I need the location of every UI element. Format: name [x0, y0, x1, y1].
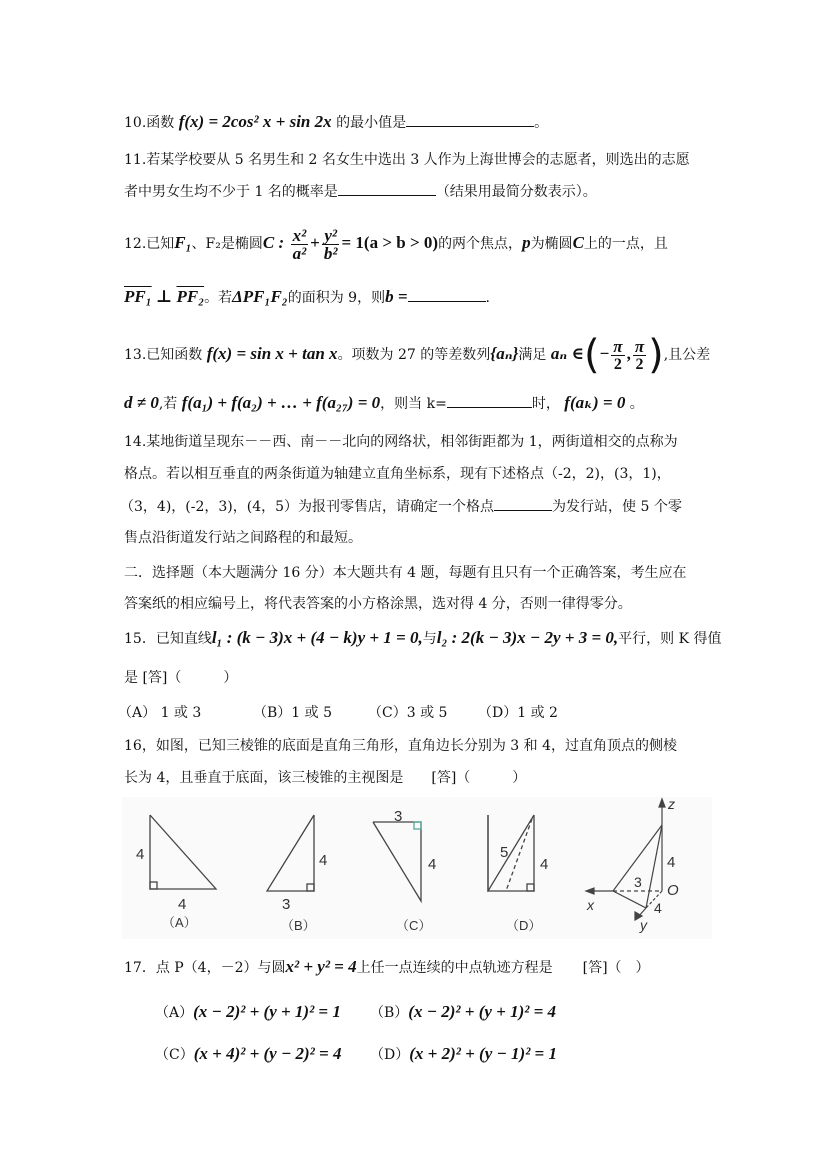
q17-options-row2 — [155, 1044, 557, 1065]
section2-line2: 答案纸的相应编号上，将代表答案的小方格涂黑，选对得 4 分，否则一律得零分。 — [124, 596, 632, 612]
q15-l1: l₁ : (k − 3)x + (4 − k)y + 1 = 0, — [211, 628, 423, 647]
q12-c2: C — [572, 233, 584, 252]
q16-line2: 长为 4，且垂直于底面，该三棱锥的主视图是 [答]（ ） — [124, 770, 527, 786]
minus: − — [599, 344, 610, 363]
q15-prefix: 15．已知直线 — [124, 631, 212, 647]
q11-answer-blank[interactable] — [338, 181, 436, 196]
q13-an-in: aₙ ∈ — [550, 344, 584, 363]
q15-options — [118, 703, 558, 723]
figure-a-left-label: 4 — [136, 846, 145, 863]
q13-when: ，则当 k= — [380, 396, 447, 412]
figure-d-caption: （D） — [506, 918, 542, 933]
z-axis-label: z — [668, 797, 675, 812]
q12-c: C : — [262, 233, 285, 252]
right-paren: ) — [648, 332, 664, 378]
q13-mid: 。项数为 27 的等差数列 — [337, 347, 491, 363]
q15-option-a[interactable] — [118, 703, 253, 723]
q17-option-d[interactable] — [370, 1044, 557, 1065]
perp: ⊥ — [151, 287, 177, 306]
q13-ruo: ,若 — [158, 396, 178, 412]
q12-answer-blank[interactable] — [408, 287, 486, 302]
q11-suffix: （结果用最简分数表示）。 — [435, 184, 597, 200]
frac-num: y² — [324, 225, 337, 245]
q17-line1 — [124, 957, 650, 978]
q12-frac-x — [291, 227, 309, 262]
y-axis-label: y — [640, 917, 647, 933]
q12-prefix: 12.已知 — [124, 236, 175, 252]
question-10 — [124, 112, 548, 133]
q12-mid: 的两个焦点， — [438, 236, 523, 252]
figure-a-bottom-label: 4 — [178, 896, 187, 913]
option-value: (x − 2)² + (y + 1)² = 1 — [193, 1002, 341, 1021]
q13-line1 — [124, 332, 711, 378]
q12-sep: 、F₂是椭圆 — [191, 236, 263, 252]
q15-l2: l₂ : 2(k − 3)x − 2y + 3 = 0, — [436, 628, 619, 647]
option-label: （C） — [155, 1047, 194, 1063]
section2-line1: 二．选择题（本大题满分 16 分）本大题共有 4 题，每题有且只有一个正确答案，考生应在 — [124, 565, 687, 581]
plus: + — [310, 233, 320, 252]
option-value: (x − 2)² + (y + 1)² = 4 — [408, 1002, 557, 1021]
q17-option-a[interactable] — [155, 1002, 370, 1023]
q10-end: 。 — [534, 115, 549, 131]
option-value: 1 或 3 — [160, 705, 202, 721]
q17-option-b[interactable] — [370, 1002, 556, 1023]
q14-answer-blank[interactable] — [494, 496, 552, 511]
frac-den: 2 — [613, 355, 622, 373]
q14-line2: 格点。若以相互垂直的两条街道为轴建立直角坐标系，现有下述格点（-2，2)，(3，1)， — [124, 466, 671, 482]
three-views-figure — [122, 797, 712, 939]
q11-line1: 11.若某学校要从 5 名男生和 2 名女生中选出 3 人作为上海世博会的志愿者，则选出的志愿 — [124, 152, 690, 168]
figure-a-caption: （A） — [162, 915, 197, 930]
q13-fak: f(aₖ) = 0 — [564, 393, 626, 412]
q13-line2 — [124, 393, 644, 414]
q13-mid2: 满足 — [518, 347, 547, 363]
q17-answer: [答]（ ） — [582, 960, 650, 976]
q10-formula: f(x) = 2cos² x + sin 2x — [178, 112, 332, 131]
figure-b-right-label: 4 — [319, 852, 328, 869]
q17-options-row1 — [155, 1002, 556, 1023]
q13-sum: f(a₁) + f(a₂) + … + f(a₂₇) = 0 — [181, 393, 381, 412]
q12-triangle: ΔPF₁F₂ — [232, 287, 288, 306]
height-label: 4 — [667, 854, 676, 871]
option-value: 3 或 5 — [406, 705, 448, 721]
q13-frac1 — [611, 338, 624, 373]
q12-mid3: 。若 — [204, 290, 233, 306]
q12-text: 的面积为 9，则 — [287, 290, 386, 306]
q12-mid2: 为椭圆 — [530, 236, 573, 252]
frac-den: a² — [292, 243, 307, 263]
q13-end2: 。 — [625, 396, 644, 412]
q15-option-c[interactable] — [368, 703, 478, 723]
q15-line1 — [124, 628, 722, 649]
option-label: （B） — [253, 705, 292, 721]
q17-prefix: 17．点 P（4，－2）与圆 — [124, 960, 286, 976]
figure-b-caption: （B） — [281, 918, 316, 933]
q13-shi: 时， — [531, 396, 560, 412]
q12-b: b = — [385, 287, 408, 306]
option-label: （D） — [370, 1047, 410, 1063]
figure-c-caption: （C） — [396, 918, 432, 933]
q13-end: ,且公差 — [663, 347, 711, 363]
figure-c-top-label: 3 — [394, 808, 403, 825]
q15-option-b[interactable] — [253, 703, 368, 723]
option-label: （C） — [368, 705, 407, 721]
q15-option-d[interactable] — [478, 703, 558, 723]
q12-end: 上的一点，且 — [583, 236, 668, 252]
q13-formula: f(x) = sin x + tan x — [206, 344, 338, 363]
comma: , — [626, 344, 631, 363]
x-axis-label: x — [587, 897, 594, 913]
leg-b-label: 4 — [654, 900, 662, 916]
frac-num: π — [634, 336, 645, 356]
option-label: （A） — [118, 705, 157, 721]
figure-d-hyp-label: 5 — [500, 844, 509, 861]
q12-pf2: PF₂ — [176, 287, 205, 306]
q17-option-c[interactable] — [155, 1044, 370, 1065]
frac-num: x² — [292, 225, 307, 245]
q16-figures — [122, 797, 712, 939]
q12-frac-y — [322, 227, 340, 262]
figure-b-bottom-label: 3 — [282, 896, 291, 913]
option-value: (x + 2)² + (y − 1)² = 1 — [409, 1044, 557, 1063]
q10-suffix: 的最小值是 — [336, 115, 407, 131]
q16-line1: 16，如图，已知三棱锥的底面是直角三角形，直角边长分别为 3 和 4，过直角顶点的侧棱 — [124, 738, 677, 754]
q14-prefix: （3，4)，(-2，3)，(4，5）为报刊零售店，请确定一个格点 — [120, 499, 495, 515]
leg-a-label: 3 — [634, 874, 642, 890]
q12-eq: = 1(a > b > 0) — [341, 233, 439, 252]
q13-prefix: 13.已知函数 — [124, 347, 203, 363]
frac-num: π — [613, 336, 623, 356]
left-paren: ( — [583, 332, 600, 378]
q13-seq: {aₙ} — [490, 344, 519, 363]
q10-answer-blank[interactable] — [406, 112, 534, 127]
q15-yu: 与 — [422, 631, 437, 647]
q13-d: d ≠ 0 — [124, 393, 159, 412]
q13-frac2 — [633, 338, 646, 373]
option-label: （A） — [155, 1005, 194, 1021]
frac-den: b² — [323, 243, 338, 263]
q12-line2 — [124, 287, 490, 308]
q11-line2 — [124, 181, 597, 202]
option-value: 1 或 5 — [291, 705, 333, 721]
frac-den: 2 — [635, 355, 644, 373]
q17-circle: x² + y² = 4 — [285, 957, 357, 976]
q12-f1: F₁ — [174, 233, 192, 252]
q12-p: p — [522, 233, 531, 252]
q12-end2: . — [485, 290, 490, 306]
q14-line4: 售点沿街道发行站之间路程的和最短。 — [124, 530, 362, 546]
q13-answer-blank[interactable] — [447, 393, 532, 408]
option-value: 1 或 2 — [517, 705, 558, 721]
origin-label: O — [667, 882, 679, 899]
q14-suffix: 为发行站，使 5 个零 — [552, 499, 682, 515]
q15-suffix: 平行，则 K 得值 — [618, 631, 722, 647]
q14-line1: 14.某地街道呈现东－－西、南－－北向的网络状，相邻街距都为 1，两街道相交的点称为 — [124, 434, 678, 450]
q11-prefix: 者中男女生均不少于 1 名的概率是 — [124, 184, 338, 200]
q17-suffix: 上任一点连续的中点轨迹方程是 — [356, 960, 553, 976]
option-label: （D） — [478, 705, 518, 721]
option-value: (x + 4)² + (y − 2)² = 4 — [193, 1044, 342, 1063]
q15-line2: 是 [答]（ ） — [124, 670, 238, 686]
figure-d-right-label: 4 — [540, 856, 549, 873]
q14-line3 — [120, 496, 682, 517]
q12-line1 — [124, 225, 668, 262]
option-label: （B） — [370, 1005, 409, 1021]
q12-pf1: PF₁ — [124, 287, 152, 306]
figure-c-right-label: 4 — [428, 856, 437, 873]
q10-prefix: 10.函数 — [124, 115, 175, 131]
